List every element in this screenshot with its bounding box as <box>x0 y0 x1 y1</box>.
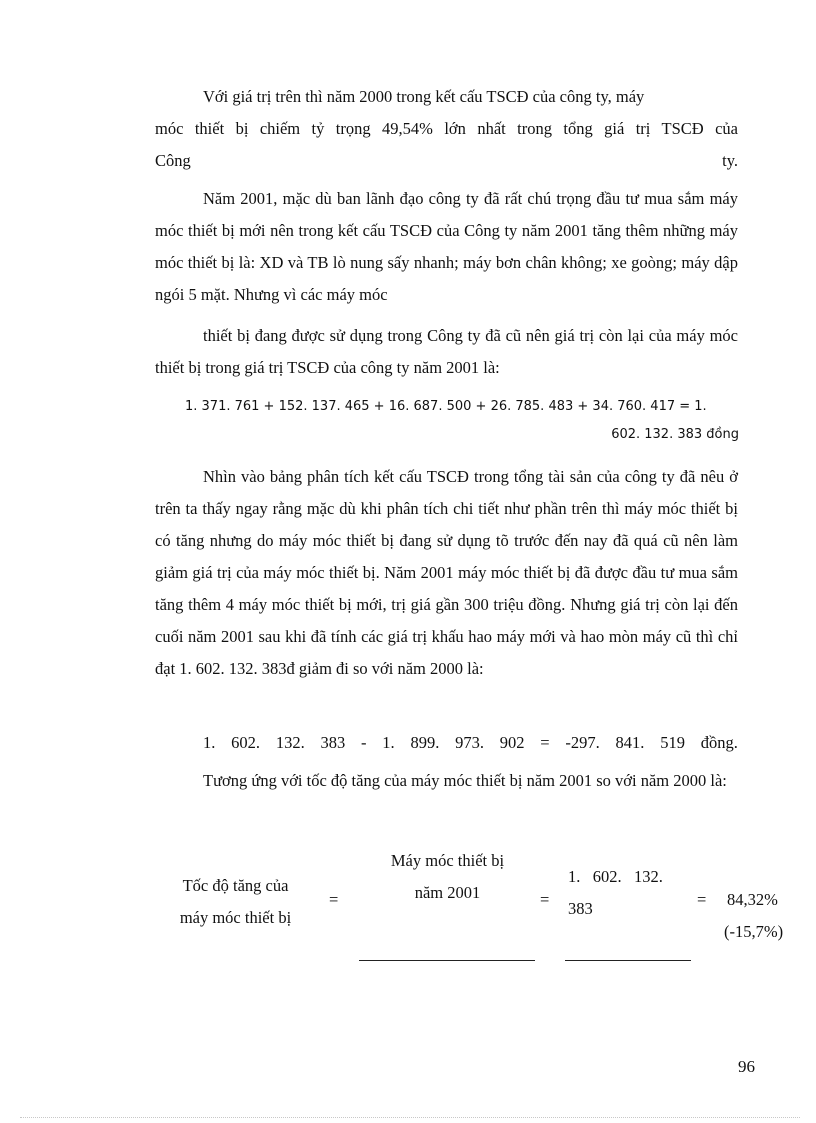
p1-line-1: Với giá trị trên thì năm 2000 trong kết cấu TSCĐ của công ty, máy <box>203 87 645 106</box>
value-line-1: 1. 602. 132. <box>568 867 663 886</box>
result-change: (-15,7%) <box>724 922 784 941</box>
value-line-2: 383 <box>568 899 593 918</box>
asset-value-formula <box>185 393 739 449</box>
paragraph-1 <box>155 81 738 177</box>
formula-line-2: 602. 132. 383 đồng <box>611 427 739 442</box>
calc-token: đồng. <box>700 733 738 752</box>
ratio-label-line-2: máy móc thiết bị <box>179 908 292 927</box>
calc-token: = <box>540 733 550 752</box>
calc-token: 1. <box>203 733 216 752</box>
calc-token: - <box>361 733 367 752</box>
ratio-value <box>568 861 698 925</box>
equals-sign-2: = <box>540 890 550 909</box>
calc-token: 383 <box>320 733 346 752</box>
equals-sign-1: = <box>329 890 339 909</box>
calc-token: 841. <box>615 733 645 752</box>
numerator-underline <box>359 960 535 961</box>
numerator-line-1: Máy móc thiết bị <box>390 851 505 870</box>
difference-calculation <box>203 727 738 759</box>
p1-last-left: Công <box>155 151 191 170</box>
paragraph-5: Tương ứng với tốc độ tăng của máy móc thiết bị năm 2001 so với năm 2000 là: <box>203 771 727 790</box>
p1-line-2: móc thiết bị chiếm tỷ trọng 49,54% lớn nhất trong tổng giá trị TSCĐ của <box>155 119 738 138</box>
paragraph-2: Năm 2001, mặc dù ban lãnh đạo công ty đã rất chú trọng đầu tư mua sắm máy móc thiết bị mới nên trong kết cấu TSCĐ của Công ty năm 2001 tăng thêm những máy móc thiết bị là: XD và TB lò nung sấy nhanh; máy bơn chân không; xe goòng; máy dập ngói 5 mặt. Nhưng vì các máy móc <box>155 189 738 304</box>
ratio-label <box>158 870 313 934</box>
formula-line-1: 1. 371. 761 + 152. 137. 465 + 16. 687. 500 + 26. 785. 483 + 34. 760. 417 = 1. <box>185 399 707 414</box>
footer-dotted-border <box>20 1117 800 1118</box>
calc-token: 519 <box>660 733 685 752</box>
p1-line-3 <box>155 145 738 177</box>
calc-token: 1. <box>382 733 395 752</box>
numerator-line-2: năm 2001 <box>414 883 481 902</box>
p1-last-right: ty. <box>722 151 738 170</box>
equals-sign-3: = <box>697 890 707 909</box>
calc-token: 132. <box>275 733 305 752</box>
calc-token: 602. <box>231 733 261 752</box>
calc-token: 902 <box>499 733 525 752</box>
value-underline <box>565 960 691 961</box>
ratio-label-line-1: Tốc độ tăng của <box>182 876 289 895</box>
calc-token: 899. <box>410 733 440 752</box>
calc-token: 973. <box>455 733 484 752</box>
ratio-result <box>724 884 783 948</box>
paragraph-4: Nhìn vào bảng phân tích kết cấu TSCĐ trong tổng tài sản của công ty đã nêu ở trên ta thấy ngay rằng mặc dù khi phân tích chi tiết như phần trên thì máy móc thiết bị có tăng nhưng do máy móc thiết bị đang sử dụng tõ trước đến nay đã quá cũ nên làm giảm giá trị của máy móc thiết bị. Năm 2001 máy móc thiết bị đã được đầu tư mua sắm tăng thêm 4 máy móc thiết bị mới, trị giá gần 300 triệu đồng. Nhưng giá trị còn lại đến cuối năm 2001 sau khi đã tính các giá trị khấu hao máy mới và hao mòn máy cũ thì chỉ đạt 1. 602. 132. 383đ giảm đi so với năm 2000 là: <box>155 467 738 678</box>
result-percent: 84,32% <box>727 890 778 909</box>
page-number: 96 <box>738 1057 755 1076</box>
ratio-numerator <box>355 845 540 909</box>
paragraph-3: thiết bị đang được sử dụng trong Công ty đã cũ nên giá trị còn lại của máy móc thiết bị trong giá trị TSCĐ của công ty năm 2001 là: <box>155 326 738 377</box>
calc-token: -297. <box>565 733 600 752</box>
